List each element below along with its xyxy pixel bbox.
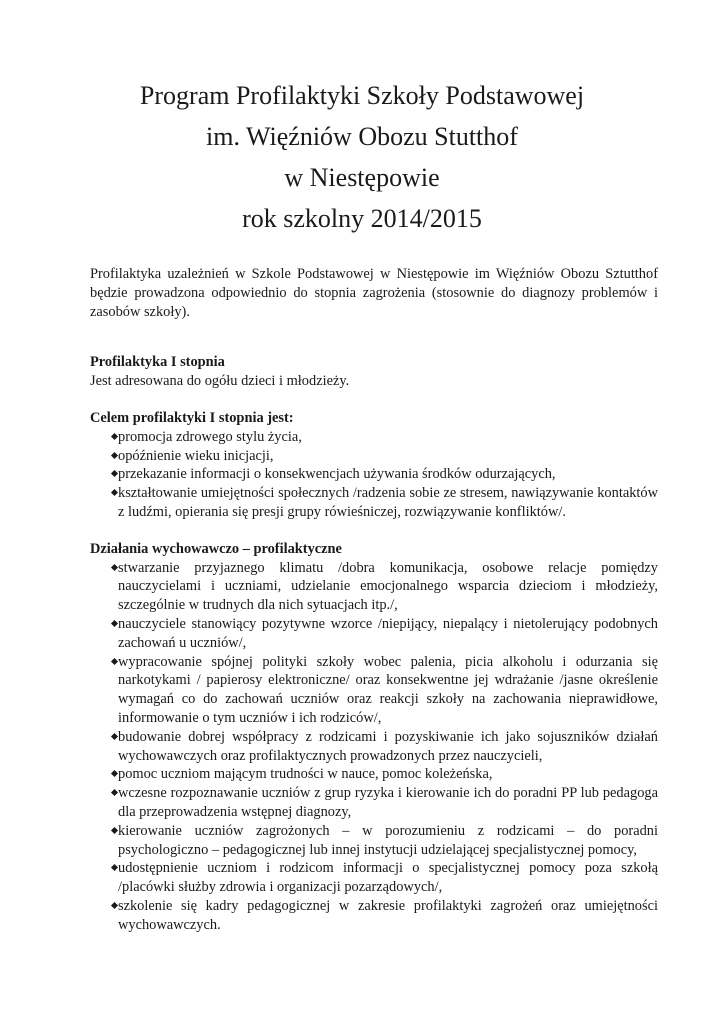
list-item: wypracowanie spójnej polityki szkoły wobec palenia, picia alkoholu i odurzania się narkotykami / papierosy elektroniczne/ oraz konsekwentne jej wdrażanie /jasne określenie wymagań co do zachowań uczniów oraz reakcji szkoły na zachowania nieprawidłowe, informowanie o tym uczniów i ich rodziców/, bbox=[90, 653, 658, 728]
diamond-bullet-icon bbox=[111, 864, 118, 871]
title-line-1: Program Profilaktyki Szkoły Podstawowej bbox=[139, 81, 585, 110]
diamond-bullet-icon bbox=[111, 902, 118, 909]
actions-list bbox=[90, 559, 658, 935]
section-heading-3: Działania wychowawczo – profilaktyczne bbox=[90, 540, 342, 557]
list-item: stwarzanie przyjaznego klimatu /dobra komunikacja, osobowe relacje pomiędzy nauczycielami i uczniami, udzielanie emocjonalnego wsparcia dzieciom i młodzieży, szczególnie w trudnych dla nich sytuacjach itp./, bbox=[90, 559, 658, 615]
diamond-bullet-icon bbox=[111, 470, 118, 477]
section-text-1: Jest adresowana do ogółu dzieci i młodzieży. bbox=[90, 373, 350, 390]
diamond-bullet-icon bbox=[111, 827, 118, 834]
title-line-3: w Niestępowie bbox=[284, 163, 440, 192]
document-title bbox=[0, 75, 724, 239]
list-item: przekazanie informacji o konsekwencjach używania środków odurzających, bbox=[90, 465, 658, 484]
spacer bbox=[90, 522, 658, 540]
diamond-bullet-icon bbox=[111, 433, 118, 440]
goals-list bbox=[90, 428, 658, 522]
document-body bbox=[90, 265, 658, 935]
list-item: nauczyciele stanowiący pozytywne wzorce /niepijący, niepalący i nietolerujący podobnych zachowań u uczniów/, bbox=[90, 615, 658, 653]
list-item: kierowanie uczniów zagrożonych – w porozumieniu z rodzicami – do poradni psychologiczno – pedagogicznej lub innej instytucji udzielającej specjalistycznej pomocy, bbox=[90, 822, 658, 860]
list-item: opóźnienie wieku inicjacji, bbox=[90, 447, 658, 466]
diamond-bullet-icon bbox=[111, 489, 118, 496]
diamond-bullet-icon bbox=[111, 789, 118, 796]
list-item: budowanie dobrej współpracy z rodzicami i pozyskiwanie ich jako sojuszników działań wychowawczych oraz profilaktycznych prowadzonych przez nauczycieli, bbox=[90, 728, 658, 766]
diamond-bullet-icon bbox=[111, 658, 118, 665]
intro-paragraph: Profilaktyka uzależnień w Szkole Podstawowej w Niestępowie im Więźniów Obozu Sztutthof będzie prowadzona odpowiednio do stopnia zagrożenia (stosownie do diagnozy problemów i zasobów szkoły). bbox=[90, 266, 658, 320]
diamond-bullet-icon bbox=[111, 564, 118, 571]
section-heading-2: Celem profilaktyki I stopnia jest: bbox=[90, 409, 294, 426]
spacer bbox=[90, 391, 658, 409]
diamond-bullet-icon bbox=[111, 733, 118, 740]
diamond-bullet-icon bbox=[111, 770, 118, 777]
list-item: pomoc uczniom mającym trudności w nauce, pomoc koleżeńska, bbox=[90, 765, 658, 784]
spacer bbox=[90, 321, 658, 353]
section-heading-1: Profilaktyka I stopnia bbox=[90, 354, 225, 371]
list-item: kształtowanie umiejętności społecznych /radzenia sobie ze stresem, nawiązywanie kontaktów z ludźmi, opierania się presji grupy rówieśniczej, rozwiązywanie konfliktów/. bbox=[90, 484, 658, 522]
list-item: promocja zdrowego stylu życia, bbox=[90, 428, 658, 447]
diamond-bullet-icon bbox=[111, 452, 118, 459]
title-line-4: rok szkolny 2014/2015 bbox=[242, 204, 482, 233]
list-item: udostępnienie uczniom i rodzicom informacji o specjalistycznej pomocy poza szkołą /placówki służby zdrowia i organizacji pozarządowych/, bbox=[90, 859, 658, 897]
diamond-bullet-icon bbox=[111, 620, 118, 627]
list-item: szkolenie się kadry pedagogicznej w zakresie profilaktyki zagrożeń oraz umiejętności wychowawczych. bbox=[90, 897, 658, 935]
title-line-2: im. Więźniów Obozu Stutthof bbox=[206, 122, 518, 151]
list-item: wczesne rozpoznawanie uczniów z grup ryzyka i kierowanie ich do poradni PP lub pedagoga dla przeprowadzenia wstępnej diagnozy, bbox=[90, 784, 658, 822]
